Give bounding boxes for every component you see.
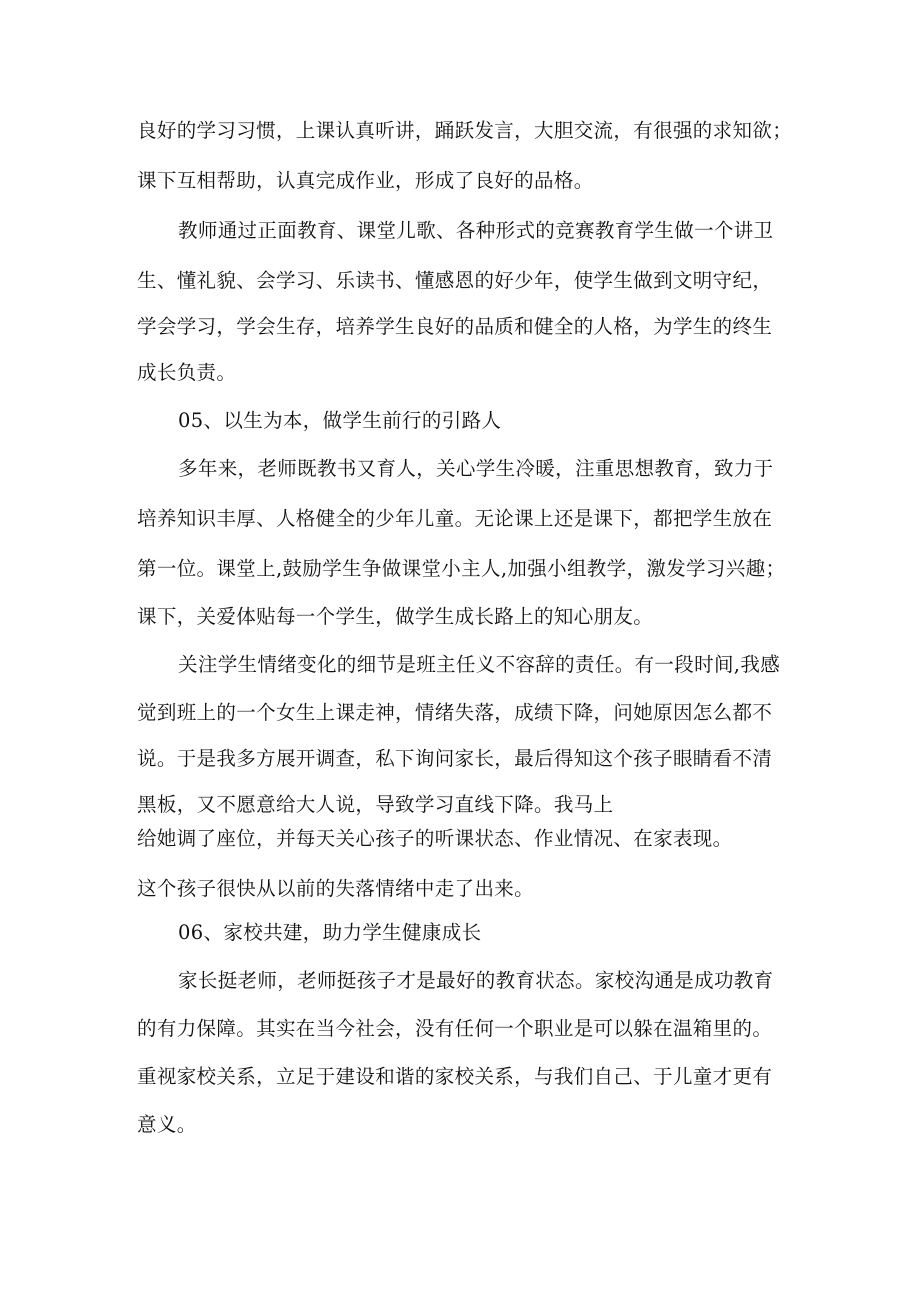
- text-line: 这个孩子很快从以前的失落情绪中走了出来。: [137, 877, 535, 900]
- text-line: 课下，关爱体贴每一个学生，做学生成长路上的知心朋友。: [137, 605, 654, 628]
- paragraph-start-line: 教师通过正面教育、课堂儿歌、各种形式的竞赛教育学生做一个讲卫: [178, 219, 774, 242]
- text-line: 黑板，又不愿意给大人说，导致学习直线下降。我马上: [137, 793, 614, 816]
- section-heading: 06、家校共建，助力学生健康成长: [178, 921, 482, 944]
- text-line: 觉到班上的一个女生上课走神，情绪失落，成绩下降，问她原因怎么都不: [137, 701, 773, 724]
- text-line: 第一位。课堂上,鼓励学生争做课堂小主人,加强小组教学，激发学习兴趣；: [137, 557, 786, 580]
- text-line: 意义。: [137, 1113, 197, 1136]
- text-line: 成长负责。: [137, 361, 237, 384]
- text-line: 培养知识丰厚、人格健全的少年儿童。无论课上还是课下，都把学生放在: [137, 507, 773, 530]
- text-line: 生、懂礼貌、会学习、乐读书、懂感恩的好少年，使学生做到文明守纪，: [137, 269, 773, 292]
- text-line: 良好的学习习惯，上课认真听讲，踊跃发言，大胆交流，有很强的求知欲；: [137, 119, 793, 142]
- text-line: 说。于是我多方展开调查，私下询问家长，最后得知这个孩子眼睛看不清: [137, 747, 773, 770]
- paragraph-start-line: 多年来，老师既教书又育人，关心学生冷暖，注重思想教育，致力于: [178, 457, 774, 480]
- text-line: 学会学习，学会生存，培养学生良好的品质和健全的人格，为学生的终生: [137, 315, 773, 338]
- text-line: 的有力保障。其实在当今社会，没有任何一个职业是可以躲在温箱里的。: [137, 1017, 773, 1040]
- section-heading: 05、以生为本，做学生前行的引路人: [178, 409, 502, 432]
- text-line: 重视家校关系，立足于建设和谐的家校关系，与我们自己、于儿童才更有: [137, 1065, 773, 1088]
- text-line: 给她调了座位，并每天关心孩子的听课状态、作业情况、在家表现。: [137, 827, 733, 850]
- paragraph-start-line: 关注学生情绪变化的细节是班主任义不容辞的责任。有一段时间,我感: [178, 653, 781, 676]
- paragraph-start-line: 家长挺老师，老师挺孩子才是最好的教育状态。家校沟通是成功教育: [178, 969, 774, 992]
- text-line: 课下互相帮助，认真完成作业，形成了良好的品格。: [137, 169, 594, 192]
